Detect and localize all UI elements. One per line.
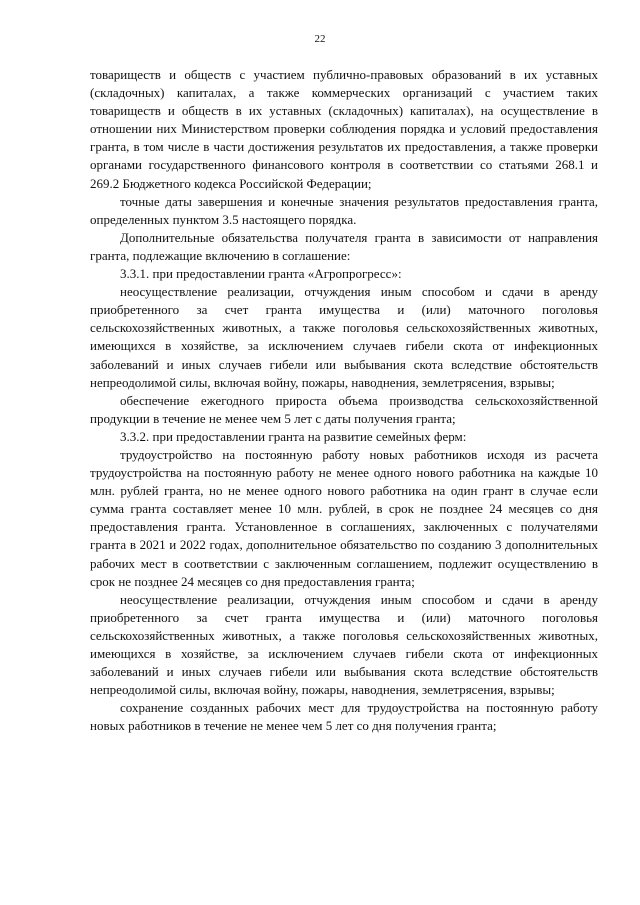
paragraph-9: неосуществление реализации, отчуждения иным способом и сдачи в аренду приобретенного за счет гранта имущества и (или) маточного поголовья сельскохозяйственных животных, а также поголовья сельскохозяйственных животных, имеющихся в хозяйстве, за исключением случаев гибели скота от инфекционных заболеваний и иных случаев гибели или выбывания скота вследствие обстоятельств непреодолимой силы, включая войну, пожары, наводнения, землетрясения, взрывы; [90,591,598,698]
page-number: 22 [314,33,326,45]
paragraph-8: трудоустройство на постоянную работу новых работников исходя из расчета трудоустройства на постоянную работу не менее одного нового работника на каждые 10 млн. рублей гранта, но не менее одного нового работника на один грант в случае если сумма гранта составляет менее 10 млн. рублей, в срок не позднее 24 месяцев со дня предоставления гранта. Установленное в соглашениях, заключенных с получателями гранта в 2021 и 2022 годах, дополнительное обязательство по созданию 3 дополнительных рабочих мест в соответствии с заключенным соглашением, подлежит осуществлению в срок не позднее 24 месяцев со дня предоставления гранта; [90,446,598,589]
paragraph-6: обеспечение ежегодного прироста объема производства сельскохозяйственной продукции в течение не менее чем 5 лет с даты получения гранта; [90,392,598,426]
paragraph-4-subsection-heading: 3.3.1. при предоставлении гранта «Агропрогресс»: [120,266,402,282]
paragraph-10: сохранение созданных рабочих мест для трудоустройства на постоянную работу новых работников в течение не менее чем 5 лет со дня получения гранта; [90,700,598,734]
paragraph-2: точные даты завершения и конечные значения результатов предоставления гранта, определенных пунктом 3.5 настоящего порядка. [90,193,598,227]
document-body [90,66,598,735]
paragraph-3: Дополнительные обязательства получателя гранта в зависимости от направления гранта, подлежащие включению в соглашение: [90,229,598,263]
paragraph-5: неосуществление реализации, отчуждения иным способом и сдачи в аренду приобретенного за счет гранта имущества и (или) маточного поголовья сельскохозяйственных животных, а также поголовья сельскохозяйственных животных, имеющихся в хозяйстве, за исключением случаев гибели скота от инфекционных заболеваний и иных случаев гибели или выбывания скота вследствие обстоятельств непреодолимой силы, включая войну, пожары, наводнения, землетрясения, взрывы; [90,284,598,390]
paragraph-1: товариществ и обществ с участием публично-правовых образований в их уставных (складочных) капиталах, а также коммерческих организаций с участием таких товариществ и обществ в их уставных (складочных) капиталах), на осуществление в отношении них Министерством проверки соблюдения порядка и условий предоставления гранта, в том числе в части достижения результатов их предоставления, а также проверки органами государственного финансового контроля в соответствии со статьями 268.1 и 269.2 Бюджетного кодекса Российской Федерации; [90,67,598,191]
paragraph-7-subsection-heading: 3.3.2. при предоставлении гранта на развитие семейных ферм: [120,428,467,444]
